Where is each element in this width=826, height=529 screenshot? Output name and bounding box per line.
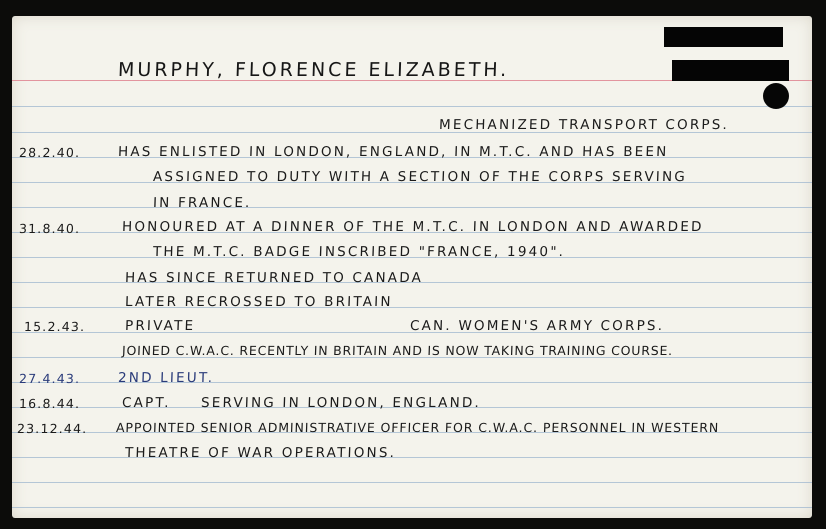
card-name: MURPHY, FLORENCE ELIZABETH. [117, 59, 510, 81]
entry-text: PRIVATE [124, 318, 196, 334]
entry-date: 15.2.43. [23, 319, 86, 334]
entry-text: SERVING IN LONDON, ENGLAND. [200, 395, 482, 411]
redaction-bar [672, 60, 789, 81]
entry-text: 2ND LIEUT. [117, 370, 215, 386]
entry-date: 23.12.44. [16, 421, 88, 436]
ruled-line [12, 207, 812, 208]
entry-date: 28.2.40. [18, 145, 81, 160]
index-card [12, 16, 812, 518]
ruled-line [12, 106, 812, 107]
entry-text: IN FRANCE. [152, 195, 252, 211]
entry-text: JOINED C.W.A.C. RECENTLY IN BRITAIN AND IS NOW TAKING TRAINING COURSE. [121, 343, 674, 358]
ruled-line [12, 507, 812, 508]
entry-text: ASSIGNED TO DUTY WITH A SECTION OF THE CORPS SERVING [152, 169, 688, 185]
redaction-bar [664, 27, 783, 47]
punch-hole [763, 83, 789, 109]
entry-text: HONOURED AT A DINNER OF THE M.T.C. IN LONDON AND AWARDED [121, 219, 704, 235]
entry-text: CAPT. [121, 395, 172, 411]
entry-text: HAS ENLISTED IN LONDON, ENGLAND, IN M.T.C. AND HAS BEEN [117, 144, 669, 160]
entry-text: CAN. WOMEN'S ARMY CORPS. [409, 318, 665, 334]
corps-heading: MECHANIZED TRANSPORT CORPS. [438, 117, 730, 133]
entry-text: THEATRE OF WAR OPERATIONS. [124, 445, 397, 461]
entry-date: 16.8.44. [18, 396, 81, 411]
entry-text: HAS SINCE RETURNED TO CANADA [124, 270, 424, 286]
entry-text: LATER RECROSSED TO BRITAIN [124, 294, 393, 310]
entry-date: 27.4.43. [18, 371, 81, 386]
entry-text: THE M.T.C. BADGE INSCRIBED "FRANCE, 1940". [152, 244, 566, 260]
entry-text: APPOINTED SENIOR ADMINISTRATIVE OFFICER FOR C.W.A.C. PERSONNEL IN WESTERN [115, 420, 720, 435]
ruled-line [12, 482, 812, 483]
entry-date: 31.8.40. [18, 221, 81, 236]
